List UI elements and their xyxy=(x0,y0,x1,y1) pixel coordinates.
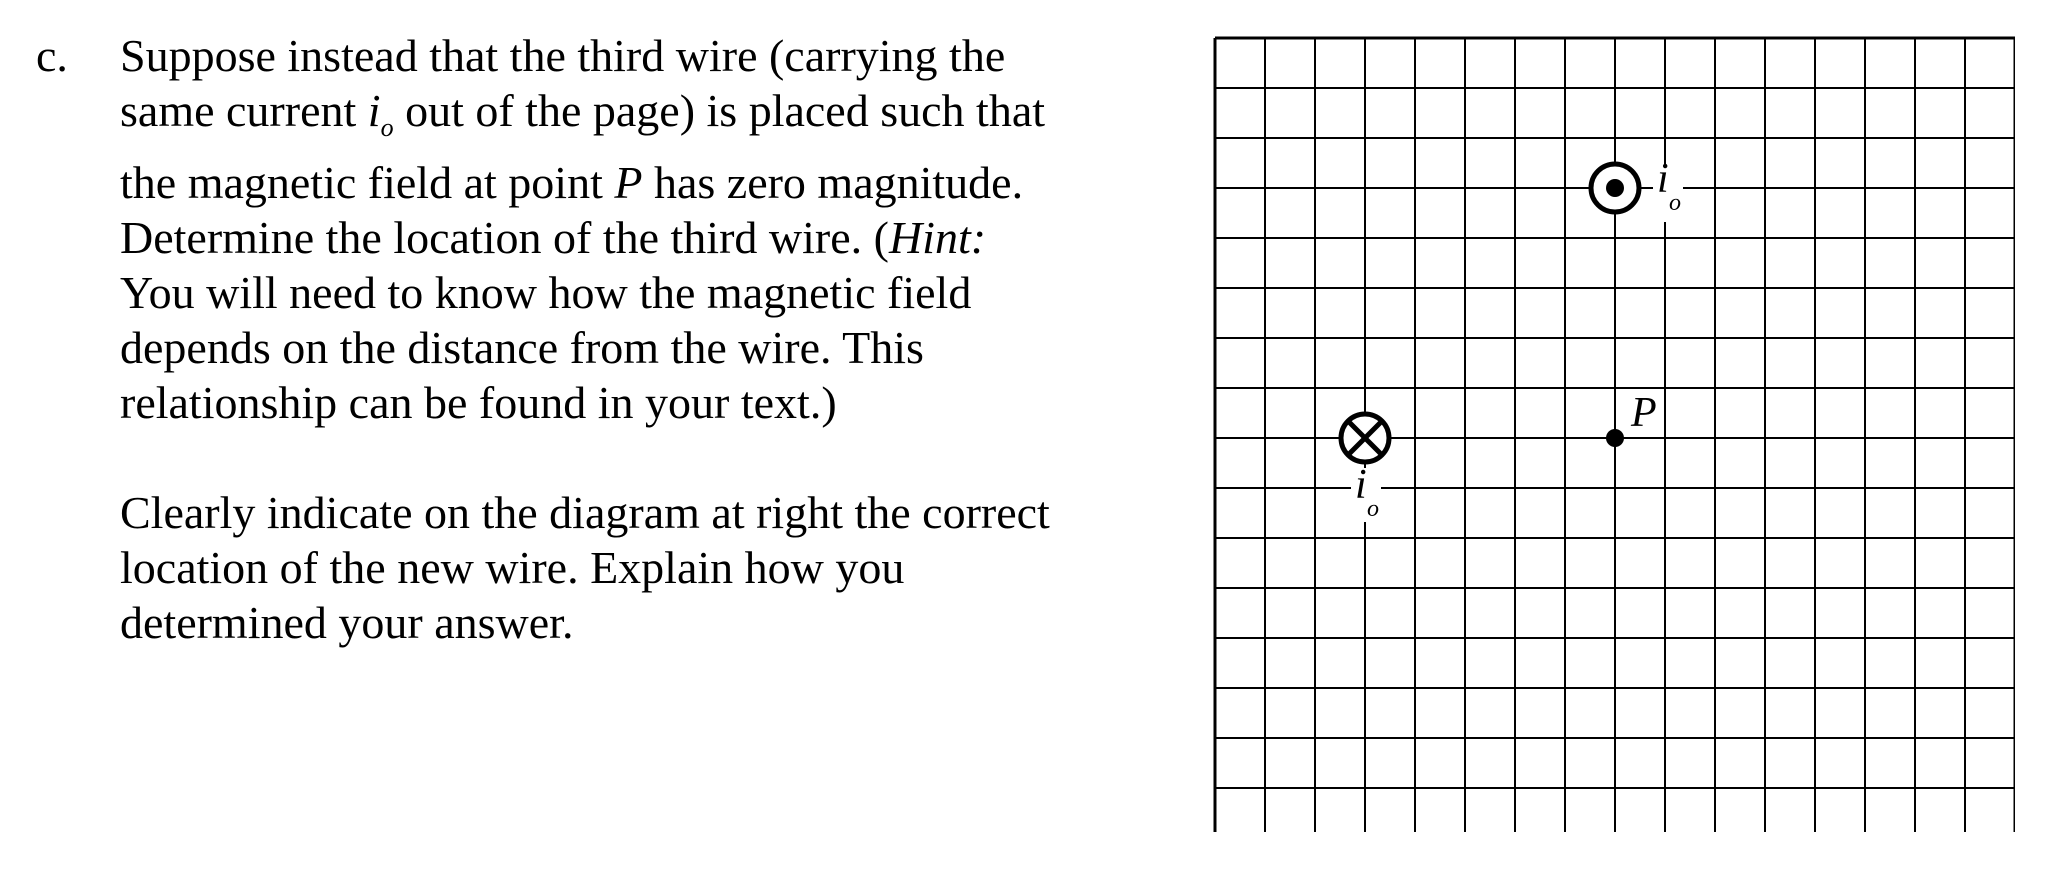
text-line: location of the new wire. Explain how you xyxy=(120,542,905,593)
text-line: Clearly indicate on the diagram at right the correct xyxy=(120,487,1050,538)
text-line: same current $i_o$ out of the page) is placed such that xyxy=(120,85,1046,142)
problem-paragraph-1 xyxy=(120,28,1190,430)
hint-label: Hint: xyxy=(888,212,987,263)
wire-into-page xyxy=(1339,412,1391,522)
wire-in-current-subscript: o xyxy=(1367,496,1379,522)
point-p-marker xyxy=(1606,429,1624,447)
point-p-label: P xyxy=(1631,390,1657,436)
text-line: determined your answer. xyxy=(120,597,574,648)
text-line: Determine the location of the third wire. (Hint: xyxy=(120,212,987,263)
text-line: You will need to know how the magnetic field xyxy=(120,267,972,318)
text-line: Suppose instead that the third wire (carrying the xyxy=(120,30,1006,81)
wire-out-current-label: i xyxy=(1657,156,1669,202)
problem-paragraph-2 xyxy=(120,485,1190,650)
wire-in-current-label: i xyxy=(1355,462,1367,508)
text-line: the magnetic field at point P has zero magnitude. xyxy=(120,157,1024,208)
wire-out-of-page xyxy=(1589,156,1683,222)
grid-diagram[interactable] xyxy=(1205,32,2015,832)
problem-body xyxy=(120,28,1190,650)
current-subscript: o xyxy=(380,113,394,142)
text-line: depends on the distance from the wire. This xyxy=(120,322,924,373)
wire-out-current-subscript: o xyxy=(1669,190,1681,216)
text-line: relationship can be found in your text.) xyxy=(120,377,837,428)
grid-svg[interactable] xyxy=(1205,32,2015,832)
problem-label: c. xyxy=(36,30,68,81)
current-symbol: i xyxy=(367,85,381,136)
point-symbol: P xyxy=(614,157,643,208)
wire-out-dot-icon xyxy=(1606,179,1624,197)
